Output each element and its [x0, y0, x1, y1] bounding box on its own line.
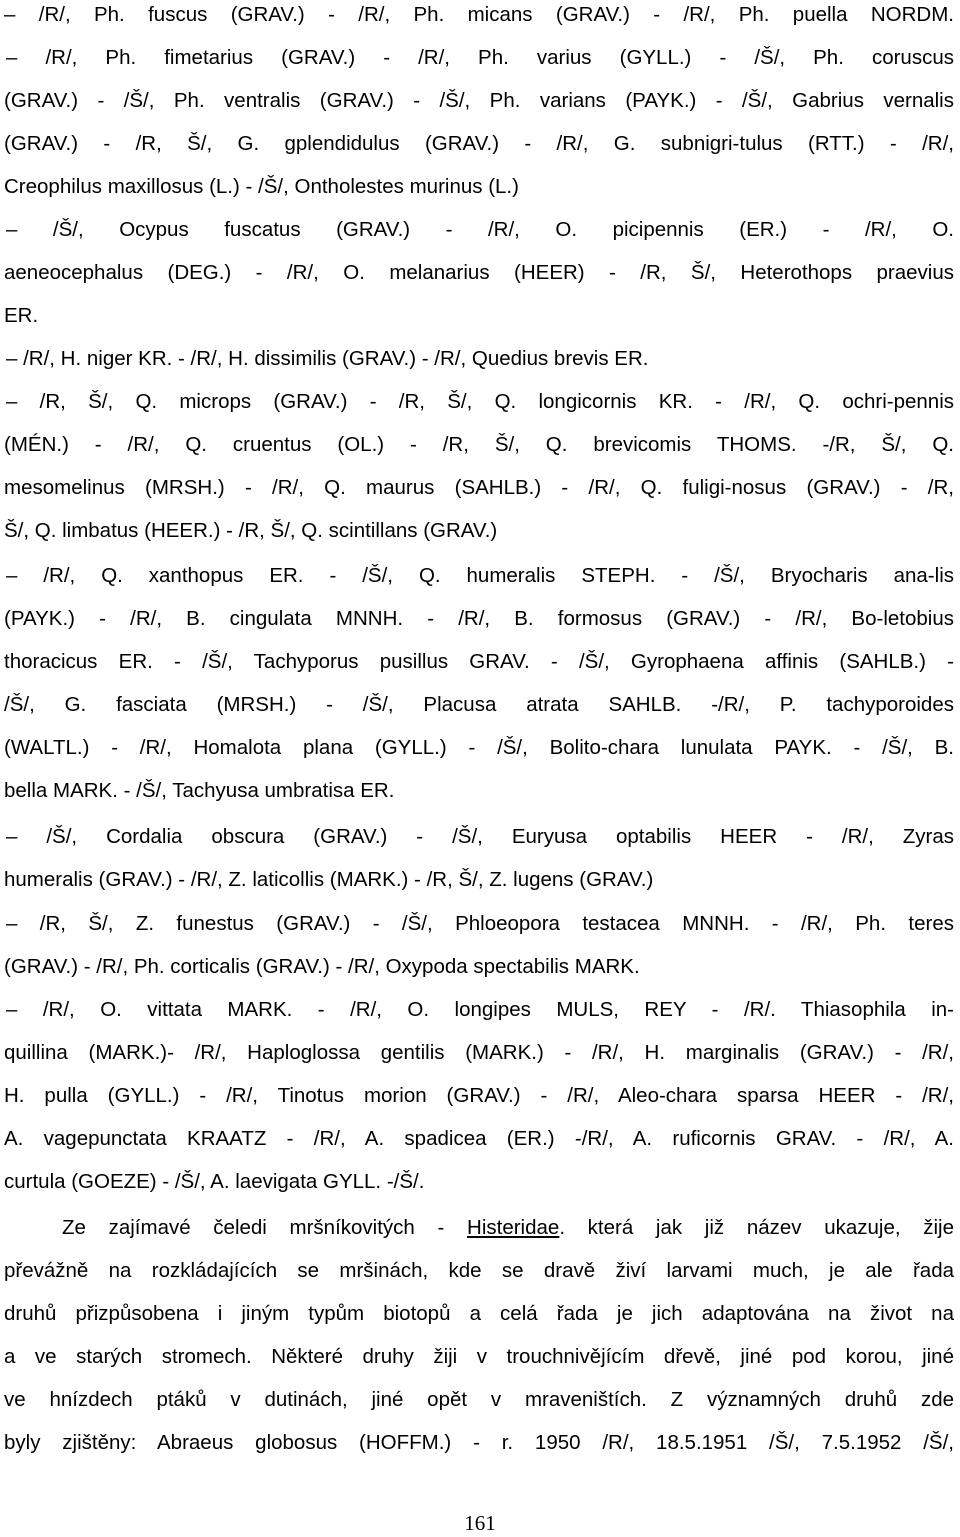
text-line: ER. — [4, 304, 39, 327]
text-line: thoracicus ER. - /Š/, Tachyporus pusillus GRAV. - /Š/, Gyrophaena affinis (SAHLB.) - — [4, 650, 954, 673]
text-line: – /R/, Q. xanthopus ER. - /Š/, Q. humeralis STEPH. - /Š/, Bryocharis ana-lis — [6, 564, 954, 587]
text-span: . která jak již název ukazuje, žije — [559, 1216, 955, 1239]
text-line: druhů přizpůsobena i jiným typům biotopů a celá řada je jich adaptována na život na — [4, 1302, 954, 1325]
text-line: a ve starých stromech. Některé druhy žiji v trouchnivějícím dřevě, jiné pod korou, jiné — [4, 1345, 954, 1368]
text-line: A. vagepunctata KRAATZ - /R/, A. spadicea (ER.) -/R/, A. ruficornis GRAV. - /R/, A. — [4, 1127, 954, 1150]
text-span: Ze zajímavé čeledi mršníkovitých - — [62, 1216, 468, 1239]
text-line: – /R/, Ph. fimetarius (GRAV.) - /R/, Ph. varius (GYLL.) - /Š/, Ph. coruscus — [6, 46, 954, 69]
text-line: humeralis (GRAV.) - /R/, Z. laticollis (MARK.) - /R, Š/, Z. lugens (GRAV.) — [4, 868, 654, 891]
text-line: (GRAV.) - /Š/, Ph. ventralis (GRAV.) - /Š/, Ph. varians (PAYK.) - /Š/, Gabrius vernalis — [4, 89, 954, 112]
text-line: (WALTL.) - /R/, Homalota plana (GYLL.) - /Š/, Bolito-chara lunulata PAYK. - /Š/, B. — [4, 736, 954, 759]
text-line: – /R/, H. niger KR. - /R/, H. dissimilis (GRAV.) - /R/, Quedius brevis ER. — [6, 347, 649, 370]
text-line: bella MARK. - /Š/, Tachyusa umbratisa ER. — [4, 779, 395, 802]
text-line: převážně na rozkládajících se mršinách, kde se dravě živí larvami much, je ale řada — [4, 1259, 954, 1282]
text-line: (MÉN.) - /R/, Q. cruentus (OL.) - /R, Š/, Q. brevicomis THOMS. -/R, Š/, Q. — [4, 433, 954, 456]
text-line: ve hnízdech ptáků v dutinách, jiné opět v mraveništích. Z významných druhů zde — [4, 1388, 954, 1411]
text-line: aeneocephalus (DEG.) - /R/, O. melanarius (HEER) - /R, Š/, Heterothops praevius — [4, 261, 954, 284]
text-line: – /R/, Ph. fuscus (GRAV.) - /R/, Ph. micans (GRAV.) - /R/, Ph. puella NORDM. — [4, 3, 954, 26]
text-line: (GRAV.) - /R/, Ph. corticalis (GRAV.) - /R/, Oxypoda spectabilis MARK. — [4, 955, 640, 978]
text-line: mesomelinus (MRSH.) - /R/, Q. maurus (SAHLB.) - /R/, Q. fuligi-nosus (GRAV.) - /R, — [4, 476, 954, 499]
paragraph-first-line — [62, 1215, 954, 1241]
text-line: – /Š/, Cordalia obscura (GRAV.) - /Š/, Euryusa optabilis HEER - /R/, Zyras — [6, 825, 954, 848]
text-line: curtula (GOEZE) - /Š/, A. laevigata GYLL. -/Š/. — [4, 1170, 425, 1193]
histeridae-link[interactable]: Histeridae — [467, 1216, 560, 1239]
text-line: – /R/, O. vittata MARK. - /R/, O. longipes MULS, REY - /R/. Thiasophila in- — [6, 998, 954, 1021]
text-line: Creophilus maxillosus (L.) - /Š/, Ontholestes murinus (L.) — [4, 175, 519, 198]
text-line: – /R, Š/, Q. microps (GRAV.) - /R, Š/, Q. longicornis KR. - /R/, Q. ochri-pennis — [6, 390, 954, 413]
text-line: (GRAV.) - /R, Š/, G. gplendidulus (GRAV.) - /R/, G. subnigri-tulus (RTT.) - /R/, — [4, 132, 954, 155]
text-line: quillina (MARK.)- /R/, Haploglossa gentilis (MARK.) - /R/, H. marginalis (GRAV.) - /R/, — [4, 1041, 954, 1064]
text-line: Š/, Q. limbatus (HEER.) - /R, Š/, Q. scintillans (GRAV.) — [4, 519, 498, 542]
text-line: /Š/, G. fasciata (MRSH.) - /Š/, Placusa atrata SAHLB. -/R/, P. tachyporoides — [4, 693, 954, 716]
text-line: – /Š/, Ocypus fuscatus (GRAV.) - /R/, O. picipennis (ER.) - /R/, O. — [6, 218, 954, 241]
text-line: byly zjištěny: Abraeus globosus (HOFFM.) - r. 1950 /R/, 18.5.1951 /Š/, 7.5.1952 /Š/, — [4, 1431, 954, 1454]
text-line: H. pulla (GYLL.) - /R/, Tinotus morion (GRAV.) - /R/, Aleo-chara sparsa HEER - /R/, — [4, 1084, 954, 1107]
text-line: (PAYK.) - /R/, B. cingulata MNNH. - /R/, B. formosus (GRAV.) - /R/, Bo-letobius — [4, 607, 954, 630]
text-line: – /R, Š/, Z. funestus (GRAV.) - /Š/, Phloeopora testacea MNNH. - /R/, Ph. teres — [6, 912, 954, 935]
page-number: 161 — [464, 1511, 496, 1535]
